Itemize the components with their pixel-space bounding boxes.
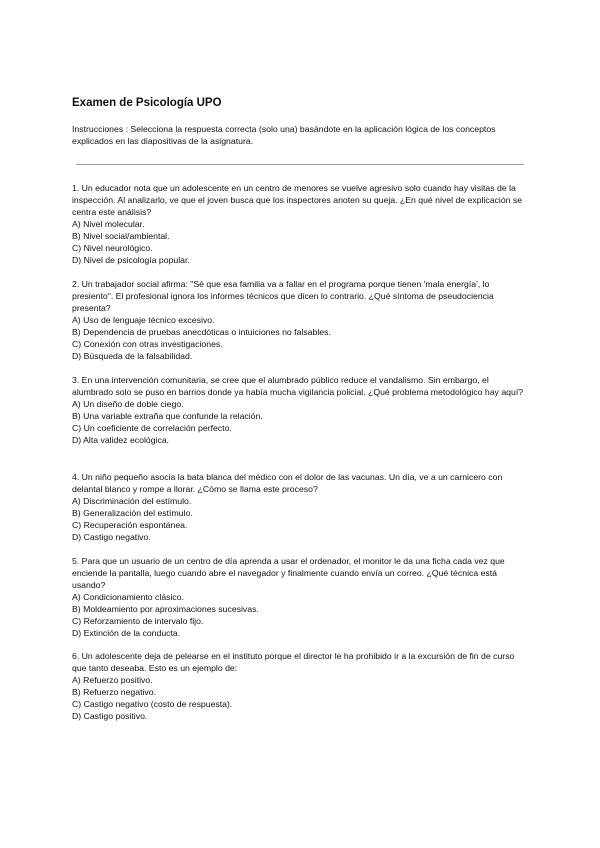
option-d: D) Búsqueda de la falsabilidad. <box>72 351 193 361</box>
instructions-text: Instrucciones : Selecciona la respuesta correcta (solo una) basándote en la aplicación lógica de los conceptos explicados en las diapositivas de la asignatura. <box>72 124 496 146</box>
horizontal-divider <box>76 164 524 165</box>
question-stem: 2. Un trabajador social afirma: "Sé que esa familia va a fallar en el programa porque tienen 'mala energía', lo presiento". El profesional ignora los informes técnicos que dicen lo contrario. ¿Qué síntoma de pseudociencia presenta? <box>72 279 494 313</box>
option-b: B) Dependencia de pruebas anecdóticas o intuiciones no falsables. <box>72 327 331 337</box>
question-stem: 4. Un niño pequeño asocia la bata blanca del médico con el dolor de las vacunas. Un día, ve a un carnicero con delantal blanco y rompe a llorar. ¿Cómo se llama este proceso? <box>72 472 503 494</box>
option-d: D) Alta validez ecológica. <box>72 435 170 445</box>
option-c: C) Recuperación espontánea. <box>72 520 188 530</box>
question-4 <box>72 471 524 543</box>
option-d: D) Castigo positivo. <box>72 711 148 721</box>
option-c: C) Nivel neurológico. <box>72 243 153 253</box>
option-b: B) Refuerzo negativo. <box>72 687 157 697</box>
question-stem: 5. Para que un usuario de un centro de día aprenda a usar el ordenador, el monitor le da una ficha cada vez que enciende la pantalla, luego cuando abre el navegador y finalmente cuando envía un correo. ¿Qué técnica está usando? <box>72 556 505 590</box>
page-title: Examen de Psicología UPO <box>72 97 222 109</box>
option-c: C) Reforzamiento de intervalo fijo. <box>72 616 204 626</box>
option-a: A) Uso de lenguaje técnico excesivo. <box>72 315 215 325</box>
question-3 <box>72 374 524 446</box>
question-stem: 1. Un educador nota que un adolescente en un centro de menores se vuelve agresivo solo cuando hay visitas de la inspección. Al analizarlo, ve que el joven busca que los inspectores anoten su queja. ¿En qué nivel de explicación se centra este análisis? <box>72 183 523 217</box>
question-6 <box>72 650 524 722</box>
option-list <box>72 398 524 446</box>
option-list <box>72 591 524 639</box>
option-d: D) Nivel de psicología popular. <box>72 255 190 265</box>
option-a: A) Nivel molecular. <box>72 219 145 229</box>
option-c: C) Conexión con otras investigaciones. <box>72 339 223 349</box>
option-a: A) Condicionamiento clásico. <box>72 592 185 602</box>
option-a: A) Discriminación del estímulo. <box>72 496 192 506</box>
question-1 <box>72 182 524 266</box>
option-d: D) Extinción de la conducta. <box>72 628 181 638</box>
option-list <box>72 314 524 362</box>
option-b: B) Moldeamiento por aproximaciones sucesivas. <box>72 604 259 614</box>
option-b: B) Una variable extraña que confunde la relación. <box>72 411 263 421</box>
option-list <box>72 674 524 722</box>
question-5 <box>72 555 524 639</box>
question-stem: 3. En una intervención comunitaria, se cree que el alumbrado público reduce el vandalismo. Sin embargo, el alumbrado solo se puso en barrios donde ya había mucha vigilancia policial. ¿Qué problema metodológico hay aquí? <box>72 375 524 397</box>
option-b: B) Generalización del estímulo. <box>72 508 193 518</box>
option-list <box>72 495 524 543</box>
option-b: B) Nivel social/ambiental. <box>72 231 170 241</box>
option-list <box>72 218 524 266</box>
question-stem: 6. Un adolescente deja de pelearse en el instituto porque el director le ha prohibido ir a la excursión de fin de curso que tanto deseaba. Esto es un ejemplo de: <box>72 651 515 673</box>
option-c: C) Castigo negativo (costo de respuesta). <box>72 699 233 709</box>
question-2 <box>72 278 524 362</box>
option-d: D) Castigo negativo. <box>72 532 151 542</box>
option-c: C) Un coeficiente de correlación perfecto. <box>72 423 232 433</box>
option-a: A) Refuerzo positivo. <box>72 675 153 685</box>
option-a: A) Un diseño de doble ciego. <box>72 399 184 409</box>
